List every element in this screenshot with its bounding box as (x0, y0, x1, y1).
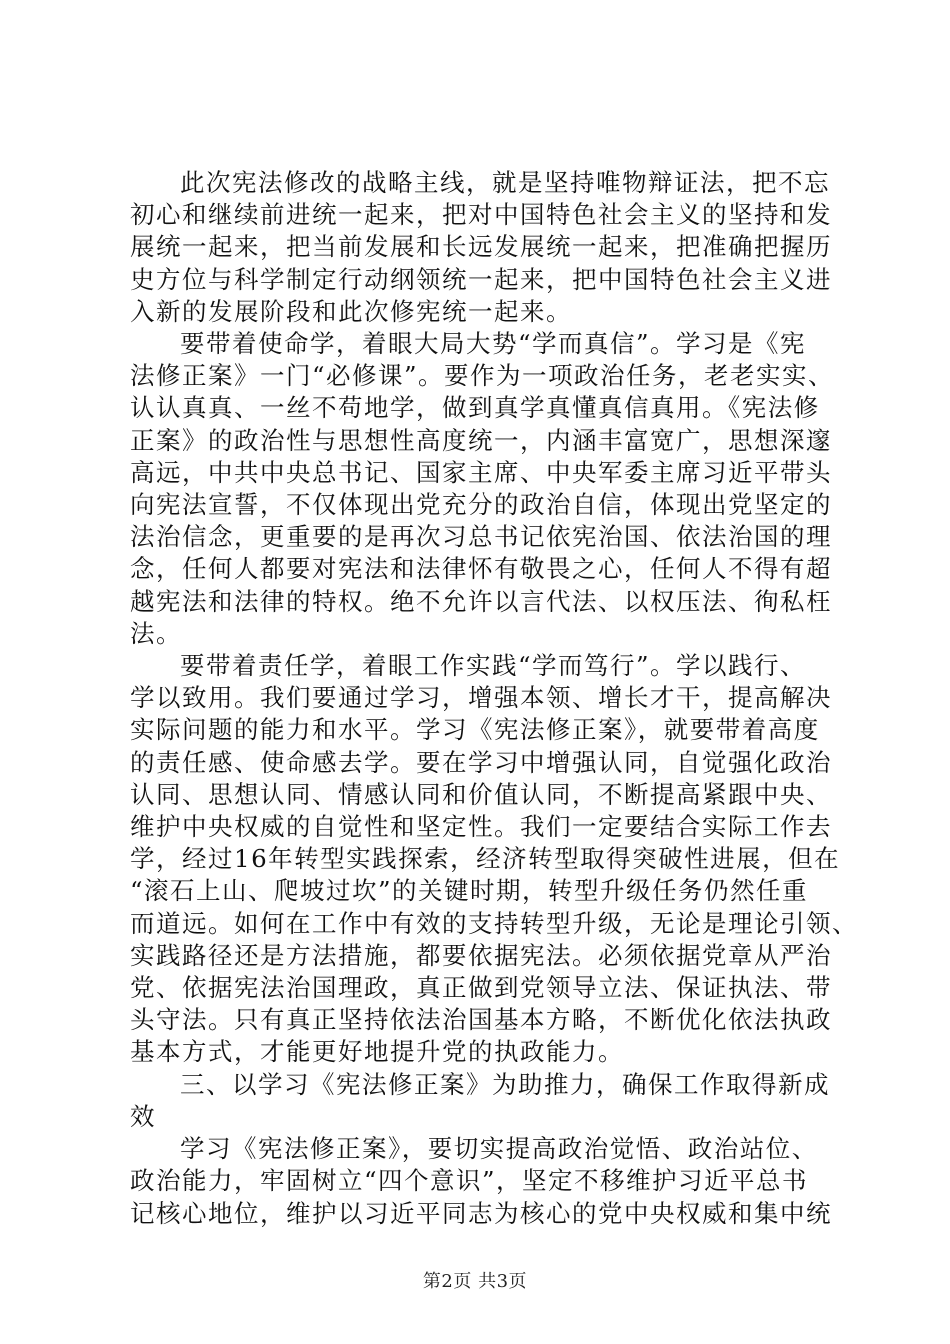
paragraph-line: 入新的发展阶段和此次修宪统一起来。 (130, 296, 572, 326)
paragraph-line: 高远，中共中央总书记、国家主席、中央军委主席习近平带头 (130, 457, 832, 487)
page-footer: 第2页 共3页 (422, 1271, 528, 1292)
paragraph-line: 正案》的政治性与思想性高度统一，内涵丰富宽广，思想深邃 (130, 425, 832, 455)
paragraph-line: 学，经过16年转型实践探索，经济转型取得突破性进展，但在 (130, 844, 841, 874)
paragraph-line: 要带着责任学，着眼工作实践“学而笃行”。学以践行、 (180, 651, 807, 681)
paragraph-line: 实际问题的能力和水平。学习《宪法修正案》，就要带着高度 (130, 715, 820, 745)
paragraph-line: 三、以学习《宪法修正案》为助推力，确保工作取得新成 (180, 1069, 830, 1099)
paragraph-line: 政治能力，牢固树立“四个意识”，坚定不移维护习近平总书 (130, 1166, 809, 1196)
paragraph-line: 头守法。只有真正坚持依法治国基本方略，不断优化依法执政 (130, 1005, 832, 1035)
paragraph-line: 实践路径还是方法措施，都要依据宪法。必须依据党章从严治 (130, 940, 832, 970)
paragraph-line: 党、依据宪法治国理政，真正做到党领导立法、保证执法、带 (130, 973, 832, 1003)
paragraph-line: 法修正案》一门“必修课”。要作为一项政治任务，老老实实、 (130, 361, 835, 391)
paragraph-line: 学以致用。我们要通过学习，增强本领、增长才干，提高解决 (130, 683, 832, 713)
document-body (130, 167, 858, 1230)
paragraph-line: 的责任感、使命感去学。要在学习中增强认同，自觉强化政治 (130, 747, 832, 777)
paragraph-line: 学习《宪法修正案》，要切实提高政治觉悟、政治站位、 (180, 1134, 818, 1164)
paragraph-line: 向宪法宣誓，不仅体现出党充分的政治自信，体现出党坚定的 (130, 490, 832, 520)
paragraph-line: 法。 (130, 618, 182, 648)
paragraph-line: 越宪法和法律的特权。绝不允许以言代法、以权压法、徇私枉 (130, 586, 832, 616)
paragraph-line: 基本方式，才能更好地提升党的执政能力。 (130, 1037, 624, 1067)
paragraph-line: “滚石上山、爬坡过坎”的关键时期，转型升级任务仍然任重 (130, 876, 809, 906)
paragraph-line: 念，任何人都要对宪法和法律怀有敬畏之心，任何人不得有超 (130, 554, 832, 584)
paragraph-line: 而道远。如何在工作中有效的支持转型升级，无论是理论引领、 (130, 908, 858, 938)
paragraph-line: 法治信念，更重要的是再次习总书记依宪治国、依法治国的理 (130, 522, 832, 552)
paragraph-line: 此次宪法修改的战略主线，就是坚持唯物辩证法，把不忘 (180, 168, 830, 197)
paragraph-line: 维护中央权威的自觉性和坚定性。我们一定要结合实际工作去 (130, 812, 832, 842)
paragraph-line: 展统一起来，把当前发展和长远发展统一起来，把准确把握历 (130, 232, 832, 262)
paragraph-line: 认同、思想认同、情感认同和价值认同，不断提高紧跟中央、 (130, 779, 832, 809)
paragraph-line: 效 (130, 1101, 156, 1131)
paragraph-line: 史方位与科学制定行动纲领统一起来，把中国特色社会主义进 (130, 264, 832, 294)
paragraph-line: 初心和继续前进统一起来，把对中国特色社会主义的坚持和发 (130, 200, 832, 230)
paragraph-line: 要带着使命学，着眼大局大势“学而真信”。学习是《宪 (180, 329, 807, 359)
paragraph-line: 记核心地位，维护以习近平同志为核心的党中央权威和集中统 (130, 1198, 832, 1228)
paragraph-line: 认认真真、一丝不苟地学，做到真学真懂真信真用。《宪法修 (130, 393, 820, 423)
